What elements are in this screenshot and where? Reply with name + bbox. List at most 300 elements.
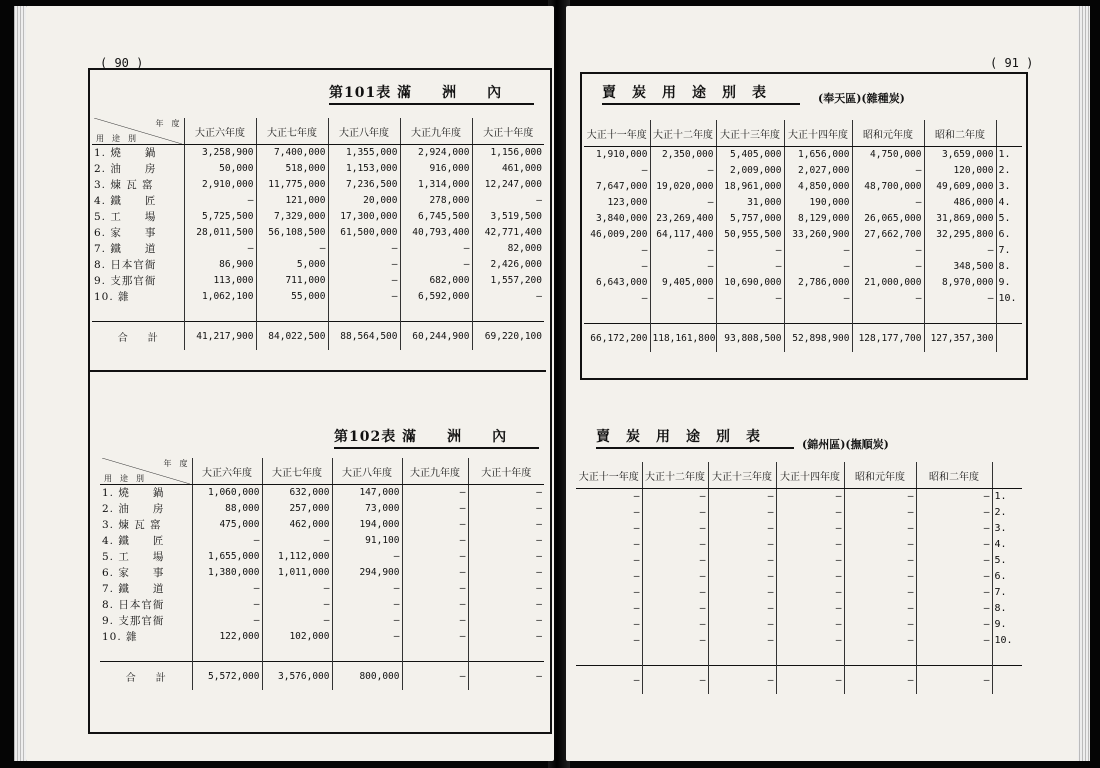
- table-cell: 5,000: [296, 259, 326, 270]
- values-column: [262, 485, 332, 662]
- table-cell: —: [835, 603, 842, 614]
- table-corner-cell: [92, 118, 184, 145]
- row-labels-column: [100, 485, 192, 662]
- table-cell: —: [707, 261, 714, 272]
- table-cell: 2.: [998, 165, 1011, 176]
- table-cell: —: [915, 245, 922, 256]
- table-cell: —: [633, 507, 640, 518]
- table-cell: 9. 支那官衙: [102, 615, 165, 627]
- table-cell: —: [987, 293, 994, 304]
- column-header: 大正十二年度: [642, 462, 708, 489]
- table-102: [100, 458, 544, 690]
- row-index-column: [996, 147, 1022, 324]
- table-cell: 56,108,500: [268, 227, 326, 238]
- table-cell: —: [633, 587, 640, 598]
- table-cell: —: [835, 635, 842, 646]
- table-cell: —: [843, 245, 850, 256]
- table-cell: —: [323, 599, 330, 610]
- table-cell: 8. 日本官衙: [102, 599, 165, 611]
- total-cell: 88,564,500: [328, 322, 400, 351]
- table-cell: 6. 家 事: [94, 227, 157, 239]
- table-cell: —: [767, 523, 774, 534]
- table-cell: —: [775, 245, 782, 256]
- table-cell: 6,592,000: [418, 291, 470, 302]
- table-cell: 5,725,500: [202, 211, 254, 222]
- column-header: 大正十三年度: [708, 462, 776, 489]
- values-column: [784, 147, 852, 324]
- table-cell: 475,000: [219, 519, 260, 530]
- total-cell: —: [844, 666, 916, 695]
- table-cell: —: [707, 293, 714, 304]
- table-body-row: [584, 147, 1022, 324]
- table-cell: 194,000: [359, 519, 400, 530]
- table-cell: —: [459, 583, 466, 594]
- table-cell: —: [767, 635, 774, 646]
- corner-usage-label: 用 途 別: [104, 474, 144, 483]
- column-header: 大正十一年度: [576, 462, 642, 489]
- table-cell: 4,850,000: [798, 181, 850, 192]
- total-cell: 69,220,100: [472, 322, 544, 351]
- table-cell: —: [767, 507, 774, 518]
- table-body-row: [92, 145, 544, 322]
- table-cell: —: [459, 503, 466, 514]
- table-cell: 2,786,000: [798, 277, 850, 288]
- table-cell: —: [641, 261, 648, 272]
- table-cell: —: [391, 291, 398, 302]
- table-cell: 462,000: [289, 519, 330, 530]
- table-total-row: [92, 322, 544, 351]
- table-cell: —: [775, 293, 782, 304]
- table-cell: 3.: [998, 181, 1011, 192]
- table-cell: 1,062,100: [202, 291, 254, 302]
- table-cell: 518,000: [285, 163, 326, 174]
- table-cell: 64,117,400: [656, 229, 714, 240]
- table-cell: —: [459, 535, 466, 546]
- table-cell: 10. 雜: [102, 631, 138, 643]
- table-cell: 6. 家 事: [102, 567, 165, 579]
- table-cell: 9.: [998, 277, 1011, 288]
- page-edge-right: [1076, 6, 1090, 761]
- table-cell: —: [319, 243, 326, 254]
- table-cell: 122,000: [219, 631, 260, 642]
- table-cell: —: [536, 615, 542, 626]
- table-cell: —: [987, 245, 994, 256]
- table-cell: 121,000: [285, 195, 326, 206]
- table-cell: 6.: [998, 229, 1011, 240]
- values-column: [776, 489, 844, 666]
- table-cell: —: [907, 635, 914, 646]
- table-cell: —: [633, 491, 640, 502]
- table-cell: —: [767, 491, 774, 502]
- table-header-row: [100, 458, 544, 485]
- table-cell: —: [907, 555, 914, 566]
- table-cell: —: [323, 535, 330, 546]
- values-column: [852, 147, 924, 324]
- table-cell: 682,000: [429, 275, 470, 286]
- total-cell: 118,161,800: [650, 324, 716, 353]
- table-cell: —: [699, 539, 706, 550]
- corner-year-label: 年 度: [163, 459, 188, 468]
- total-cell: 5,572,000: [192, 662, 262, 691]
- table-cell: —: [699, 555, 706, 566]
- index-header: [992, 462, 1022, 489]
- total-cell: 128,177,700: [852, 324, 924, 353]
- table-cell: 711,000: [285, 275, 326, 286]
- table-cell: —: [699, 507, 706, 518]
- table-cell: —: [767, 555, 774, 566]
- table-cell: 5. 工 場: [102, 551, 165, 563]
- values-column: [576, 489, 642, 666]
- total-cell: 52,898,900: [784, 324, 852, 353]
- column-header: 大正六年度: [184, 118, 256, 145]
- values-column: [192, 485, 262, 662]
- table-cell: —: [983, 491, 990, 502]
- table-cell: 46,009,200: [590, 229, 648, 240]
- table-cell: —: [536, 195, 542, 206]
- table-cell: 6,745,500: [418, 211, 470, 222]
- table-cell: —: [391, 243, 398, 254]
- column-header: 大正九年度: [400, 118, 472, 145]
- table-cell: —: [835, 491, 842, 502]
- table-cell: 7. 鐵 道: [94, 243, 157, 255]
- column-header: 大正八年度: [332, 458, 402, 485]
- table-cell: 4. 鐵 匠: [94, 195, 157, 207]
- page-number: ( 90 ): [100, 56, 144, 70]
- table-subtitle: (奉天區)(雜種炭): [818, 92, 905, 105]
- table-cell: 1.: [994, 491, 1007, 502]
- table-cell: 461,000: [501, 163, 542, 174]
- table-title: 第101表 滿 洲 內: [329, 82, 534, 105]
- table-cell: —: [459, 519, 466, 530]
- table-cell: 10. 雜: [94, 291, 130, 303]
- table-cell: 5,405,000: [730, 149, 782, 160]
- table-cell: 486,000: [953, 197, 994, 208]
- table-cell: —: [983, 603, 990, 614]
- column-header: 昭和二年度: [916, 462, 992, 489]
- table-corner-cell: [100, 458, 192, 485]
- table-cell: —: [536, 599, 542, 610]
- table-cell: —: [459, 599, 466, 610]
- table-cell: —: [767, 619, 774, 630]
- table-cell: 1,656,000: [798, 149, 850, 160]
- table-cell: —: [835, 539, 842, 550]
- table-cell: 18,961,000: [724, 181, 782, 192]
- table-cell: 7,647,000: [596, 181, 648, 192]
- table-cell: —: [907, 539, 914, 550]
- table-cell: —: [907, 587, 914, 598]
- table-cell: 5.: [994, 555, 1007, 566]
- total-cell: —: [916, 666, 992, 695]
- table-cell: —: [633, 603, 640, 614]
- table-cell: —: [459, 615, 466, 626]
- column-header: 大正十二年度: [650, 120, 716, 147]
- table-total-row: [584, 324, 1022, 353]
- table-cell: 1,060,000: [208, 487, 260, 498]
- table-cell: —: [253, 535, 260, 546]
- table-cell: 9,405,000: [662, 277, 714, 288]
- table-cell: 21,000,000: [864, 277, 922, 288]
- values-column: [844, 489, 916, 666]
- total-cell: —: [776, 666, 844, 695]
- table-total-row: [100, 662, 544, 691]
- total-cell: 41,217,900: [184, 322, 256, 351]
- column-header: 大正九年度: [402, 458, 468, 485]
- total-label: 合 計: [100, 662, 192, 691]
- table-cell: 1. 燒 鍋: [102, 487, 165, 499]
- table-cell: —: [699, 491, 706, 502]
- table-cell: —: [907, 491, 914, 502]
- table-cell: —: [699, 571, 706, 582]
- table-cell: —: [323, 583, 330, 594]
- table-body-row: [576, 489, 1022, 666]
- table-cell: 123,000: [607, 197, 648, 208]
- table-cell: —: [459, 551, 466, 562]
- table-subtitle: (錦州區)(撫順炭): [802, 438, 889, 451]
- table-cell: 61,500,000: [340, 227, 398, 238]
- table-cell: 1,655,000: [208, 551, 260, 562]
- table-cell: —: [915, 197, 922, 208]
- table-cell: 6,643,000: [596, 277, 648, 288]
- table-cell: —: [907, 619, 914, 630]
- table-cell: —: [459, 487, 466, 498]
- values-column: [642, 489, 708, 666]
- left-page: [26, 6, 554, 761]
- table-cell: 8.: [998, 261, 1011, 272]
- table-cell: 55,000: [291, 291, 326, 302]
- table-cell: 5.: [998, 213, 1011, 224]
- table-cell: —: [393, 615, 400, 626]
- table-cell: 10.: [994, 635, 1013, 646]
- table-cell: —: [253, 599, 260, 610]
- total-cell: 84,022,500: [256, 322, 328, 351]
- table-header-row: [584, 120, 1022, 147]
- table-cell: 10.: [998, 293, 1017, 304]
- table-cell: —: [835, 619, 842, 630]
- table-cell: —: [393, 599, 400, 610]
- table-cell: —: [536, 519, 542, 530]
- table-cell: —: [983, 619, 990, 630]
- table-cell: 1.: [998, 149, 1011, 160]
- table-cell: 120,000: [953, 165, 994, 176]
- table-cell: 3,258,900: [202, 147, 254, 158]
- table-cell: 9. 支那官衙: [94, 275, 157, 287]
- table-cell: —: [983, 539, 990, 550]
- table-cell: 31,869,000: [936, 213, 994, 224]
- table-cell: —: [641, 245, 648, 256]
- table-cell: 73,000: [365, 503, 400, 514]
- table-cell: —: [835, 555, 842, 566]
- table-cell: 50,955,500: [724, 229, 782, 240]
- total-index-cell: [996, 324, 1022, 353]
- table-cell: —: [707, 165, 714, 176]
- table-cell: —: [247, 243, 254, 254]
- table-cell: 1,380,000: [208, 567, 260, 578]
- table-cell: 82,000: [507, 243, 542, 254]
- table-cell: 3,659,000: [942, 149, 994, 160]
- table-cell: 3,840,000: [596, 213, 648, 224]
- table-cell: —: [707, 245, 714, 256]
- table-cell: 28,011,500: [196, 227, 254, 238]
- total-cell: 3,576,000: [262, 662, 332, 691]
- row-labels-column: [92, 145, 184, 322]
- table-cell: 2,910,000: [202, 179, 254, 190]
- table-cell: 7,400,000: [274, 147, 326, 158]
- table-cell: 7.: [998, 245, 1011, 256]
- table-cell: 23,269,400: [656, 213, 714, 224]
- table-cell: 9.: [994, 619, 1007, 630]
- table-cell: —: [633, 619, 640, 630]
- table-cell: 12,247,000: [484, 179, 542, 190]
- table-cell: —: [767, 587, 774, 598]
- table-cell: —: [983, 507, 990, 518]
- values-column: [328, 145, 400, 322]
- table-cell: 91,100: [365, 535, 400, 546]
- table-cell: 916,000: [429, 163, 470, 174]
- table-cell: 190,000: [809, 197, 850, 208]
- table-cell: 27,662,700: [864, 229, 922, 240]
- table-cell: —: [767, 539, 774, 550]
- table-cell: —: [983, 523, 990, 534]
- table-cell: 19,020,000: [656, 181, 714, 192]
- table-cell: —: [633, 571, 640, 582]
- table-cell: 5. 工 場: [94, 211, 157, 223]
- table-cell: 2,924,000: [418, 147, 470, 158]
- table-101: [92, 118, 544, 350]
- table-cell: 8,129,000: [798, 213, 850, 224]
- table-cell: 20,000: [363, 195, 398, 206]
- table-cell: —: [459, 631, 466, 642]
- table-cell: 10,690,000: [724, 277, 782, 288]
- table-cell: 1,557,200: [490, 275, 542, 286]
- values-column: [332, 485, 402, 662]
- table-cell: 7,329,000: [274, 211, 326, 222]
- table-cell: 3.: [994, 523, 1007, 534]
- table-cell: —: [767, 603, 774, 614]
- table-cell: 31,000: [747, 197, 782, 208]
- table-cell: 88,000: [225, 503, 260, 514]
- right-page: [566, 6, 1078, 761]
- table-header-row: [576, 462, 1022, 489]
- table-cell: —: [915, 293, 922, 304]
- table-cell: —: [835, 507, 842, 518]
- column-header: 昭和二年度: [924, 120, 996, 147]
- table-cell: 2. 油 房: [102, 503, 165, 515]
- section-divider: [90, 370, 546, 372]
- table-cell: —: [907, 571, 914, 582]
- table-cell: 3. 煉 瓦 窰: [94, 179, 154, 191]
- table-cell: 7. 鐵 道: [102, 583, 165, 595]
- table-cell: 2,350,000: [662, 149, 714, 160]
- table-cell: 8. 日本官衙: [94, 259, 157, 271]
- table-title: 第102表 滿 洲 內: [334, 426, 539, 449]
- table-cell: 1. 燒 鍋: [94, 147, 157, 159]
- column-header: 大正七年度: [256, 118, 328, 145]
- column-header: 大正十四年度: [776, 462, 844, 489]
- table-cell: 5,757,000: [730, 213, 782, 224]
- table-cell: 40,793,400: [412, 227, 470, 238]
- column-header: 大正十年度: [472, 118, 544, 145]
- table-title: 賣 炭 用 途 別 表: [596, 426, 794, 449]
- table-title: 賣 炭 用 途 別 表: [602, 82, 800, 105]
- values-column: [650, 147, 716, 324]
- table-cell: —: [843, 293, 850, 304]
- table-cell: —: [699, 635, 706, 646]
- table-cell: —: [463, 243, 470, 254]
- table-cell: —: [633, 635, 640, 646]
- table-cell: 8,970,000: [942, 277, 994, 288]
- table-cell: 8.: [994, 603, 1007, 614]
- column-header: 大正十年度: [468, 458, 544, 485]
- table-cell: —: [775, 261, 782, 272]
- index-header: [996, 120, 1022, 147]
- corner-usage-label: 用 途 別: [96, 134, 136, 143]
- table-cell: 2,009,000: [730, 165, 782, 176]
- total-label: 合 計: [92, 322, 184, 351]
- table-sale-coal-jinzhou: [576, 462, 1022, 694]
- table-cell: 2. 油 房: [94, 163, 157, 175]
- table-cell: —: [915, 165, 922, 176]
- table-cell: —: [699, 619, 706, 630]
- table-cell: —: [536, 551, 542, 562]
- table-cell: 1,112,000: [278, 551, 330, 562]
- table-cell: 86,900: [219, 259, 254, 270]
- table-cell: —: [536, 631, 542, 642]
- total-cell: 60,244,900: [400, 322, 472, 351]
- table-cell: —: [907, 523, 914, 534]
- table-cell: 1,355,000: [346, 147, 398, 158]
- table-cell: 50,000: [219, 163, 254, 174]
- table-cell: —: [641, 165, 648, 176]
- total-cell: 127,357,300: [924, 324, 996, 353]
- page-number: ( 91 ): [990, 56, 1034, 70]
- table-cell: —: [463, 259, 470, 270]
- total-cell: 66,172,200: [584, 324, 650, 353]
- table-cell: 49,609,000: [936, 181, 994, 192]
- table-cell: —: [633, 539, 640, 550]
- table-cell: 632,000: [289, 487, 330, 498]
- table-cell: 17,300,000: [340, 211, 398, 222]
- table-cell: —: [835, 523, 842, 534]
- table-cell: 1,156,000: [490, 147, 542, 158]
- table-cell: 6.: [994, 571, 1007, 582]
- table-cell: —: [253, 583, 260, 594]
- table-cell: 113,000: [213, 275, 254, 286]
- table-cell: —: [707, 197, 714, 208]
- table-cell: 4. 鐵 匠: [102, 535, 165, 547]
- table-total-row: [576, 666, 1022, 695]
- table-cell: —: [536, 487, 542, 498]
- values-column: [256, 145, 328, 322]
- column-header: 大正七年度: [262, 458, 332, 485]
- table-cell: 4.: [994, 539, 1007, 550]
- total-cell: —: [576, 666, 642, 695]
- column-header: 大正十一年度: [584, 120, 650, 147]
- table-cell: —: [536, 583, 542, 594]
- column-header: 大正六年度: [192, 458, 262, 485]
- table-cell: 1,314,000: [418, 179, 470, 190]
- table-cell: —: [393, 583, 400, 594]
- column-header: 大正十三年度: [716, 120, 784, 147]
- table-cell: —: [907, 507, 914, 518]
- table-cell: 1,910,000: [596, 149, 648, 160]
- table-header-row: [92, 118, 544, 145]
- table-cell: —: [633, 523, 640, 534]
- column-header: 大正八年度: [328, 118, 400, 145]
- table-cell: —: [459, 567, 466, 578]
- values-column: [916, 489, 992, 666]
- table-cell: 257,000: [289, 503, 330, 514]
- table-cell: 1,153,000: [346, 163, 398, 174]
